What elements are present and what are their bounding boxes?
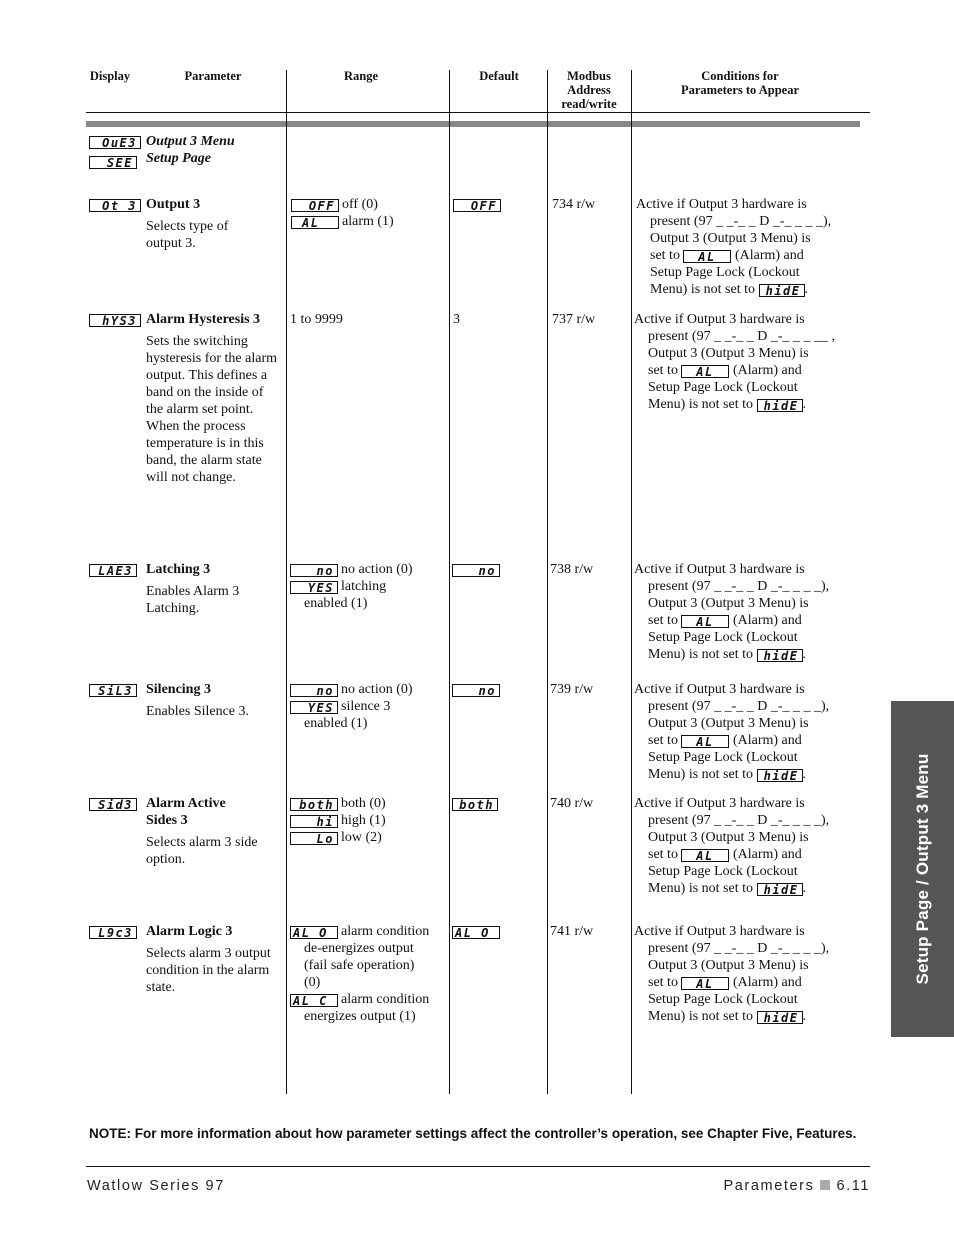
parameter-desc: Selects type of output 3. xyxy=(146,219,229,251)
column-divider-4 xyxy=(631,70,632,1094)
menu-title xyxy=(146,133,235,167)
range-code: YES xyxy=(290,701,338,714)
range-label: latching xyxy=(341,579,387,594)
cond-code: AL xyxy=(681,735,729,748)
range-label: enabled (1) xyxy=(304,596,368,611)
note-text: NOTE: For more information about how parameter settings affect the controller’s operation, see Chapter Five, Features. xyxy=(89,1126,857,1141)
cond-code: hidE xyxy=(757,399,803,412)
column-divider-1 xyxy=(286,70,287,1094)
cond-line: set to AL (Alarm) and xyxy=(648,363,802,379)
default-code: no xyxy=(452,684,500,697)
cond-code: hidE xyxy=(757,883,803,896)
parameter-name: Alarm Logic 3 xyxy=(146,924,233,939)
range-label: high (1) xyxy=(341,813,386,828)
table-row xyxy=(89,795,137,812)
range-label: (fail safe operation) xyxy=(304,958,415,973)
range-options xyxy=(290,681,413,732)
header-parameter: Parameter xyxy=(184,69,242,83)
range-label: energizes output (1) xyxy=(304,1009,416,1024)
range-code: YES xyxy=(290,581,338,594)
cond-code: AL xyxy=(683,250,731,263)
modbus-address: 738 r/w xyxy=(550,562,594,577)
cond-line: Setup Page Lock (Lockout xyxy=(648,380,798,395)
cond-line: present (97 _ _-_ _ D _-_ _ _ _), xyxy=(648,699,830,714)
default-value xyxy=(452,561,500,578)
range-code: OFF xyxy=(291,199,339,212)
range-text: 1 to 9999 xyxy=(290,312,343,327)
cond-line: present (97 _ _-_ _ D _-_ _ _ _), xyxy=(648,941,830,956)
header-range: Range xyxy=(343,69,379,83)
cond-line: Setup Page Lock (Lockout xyxy=(648,864,798,879)
display-code: hYS3 xyxy=(89,314,141,327)
cond-line: Setup Page Lock (Lockout xyxy=(650,265,800,280)
header-rule xyxy=(86,112,870,113)
cond-line: Active if Output 3 hardware is xyxy=(634,312,805,327)
conditions xyxy=(634,311,835,413)
column-divider-3 xyxy=(547,70,548,1094)
square-bullet-icon xyxy=(820,1180,830,1190)
default-code: both xyxy=(452,798,498,811)
parameter-desc: Selects alarm 3 side option. xyxy=(146,835,258,867)
modbus-address: 740 r/w xyxy=(550,796,594,811)
range-label: de-energizes output xyxy=(304,941,414,956)
cond-line: Setup Page Lock (Lockout xyxy=(648,750,798,765)
cond-line: set to AL (Alarm) and xyxy=(650,248,804,264)
range-label: both (0) xyxy=(341,796,386,811)
modbus-address: 741 r/w xyxy=(550,924,594,939)
header-default: Default xyxy=(479,69,519,83)
column-divider-2 xyxy=(449,70,450,1094)
display-code: SiL3 xyxy=(89,684,137,697)
range-label: no action (0) xyxy=(341,562,413,577)
conditions xyxy=(634,561,829,663)
default-value xyxy=(452,795,498,812)
cond-line: Output 3 (Output 3 Menu) is xyxy=(648,596,809,611)
cond-line: Menu) is not set to hidE . xyxy=(650,282,808,298)
header-conditions-line2: Parameters to Appear xyxy=(680,83,800,97)
range-code: Lo xyxy=(290,832,338,845)
parameter-name: Alarm Hysteresis 3 xyxy=(146,312,261,327)
cond-line: present (97 _ _-_ _ D _-_ _ _ _), xyxy=(648,813,830,828)
table-row xyxy=(89,561,137,578)
header-modbus-line3: read/write xyxy=(561,97,617,111)
display-code: L9c3 xyxy=(89,926,137,939)
range-label: off (0) xyxy=(342,197,378,212)
cond-code: AL xyxy=(681,365,729,378)
parameter-name: Silencing 3 xyxy=(146,682,211,697)
default-value xyxy=(452,681,500,698)
conditions xyxy=(634,923,829,1025)
conditions xyxy=(634,795,829,897)
range-label: alarm condition xyxy=(341,992,430,1007)
cond-line: Active if Output 3 hardware is xyxy=(634,562,805,577)
table-row xyxy=(89,923,137,940)
parameter-desc: Enables Alarm 3 Latching. xyxy=(146,584,240,616)
default-code: AL O xyxy=(452,926,500,939)
cond-line: set to AL (Alarm) and xyxy=(648,613,802,629)
header-modbus-line2: Address xyxy=(567,83,611,97)
parameter-desc: Enables Silence 3. xyxy=(146,704,250,719)
display-code: Sid3 xyxy=(89,798,137,811)
cond-line: Output 3 (Output 3 Menu) is xyxy=(648,830,809,845)
table-row xyxy=(89,681,137,698)
menu-title-line2: Setup Page xyxy=(146,151,211,166)
cond-code: AL xyxy=(681,615,729,628)
cond-line: Output 3 (Output 3 Menu) is xyxy=(648,346,809,361)
cond-line: Menu) is not set to hidE . xyxy=(648,647,806,663)
cond-code: AL xyxy=(681,849,729,862)
header-modbus xyxy=(548,69,630,111)
range-code: both xyxy=(290,798,338,811)
cond-line: Menu) is not set to hidE . xyxy=(648,1009,806,1025)
section-side-tab xyxy=(891,701,954,1037)
range-code: AL C xyxy=(290,994,338,1007)
range-label: (0) xyxy=(304,975,321,990)
section-bar xyxy=(86,121,860,127)
cond-line: Menu) is not set to hidE . xyxy=(648,881,806,897)
table-row xyxy=(89,196,141,213)
cond-line: set to AL (Alarm) and xyxy=(648,847,802,863)
cond-line: Output 3 (Output 3 Menu) is xyxy=(648,958,809,973)
conditions xyxy=(636,196,831,298)
range-options xyxy=(291,196,394,230)
range-code: AL xyxy=(291,216,339,229)
header-modbus-line1: Modbus xyxy=(567,69,611,83)
range-code: no xyxy=(290,564,338,577)
header-conditions xyxy=(640,69,840,97)
cond-code: hidE xyxy=(757,649,803,662)
menu-display-code-1: OuE3 xyxy=(89,136,141,149)
menu-display xyxy=(89,133,141,170)
range-options xyxy=(290,795,386,846)
parameter-name: Alarm Active Sides 3 xyxy=(146,796,226,828)
parameter-desc: Sets the switching hysteresis for the alarm output. This defines a band on the inside of the alarm set point. When the process temperature is in this band, the alarm state will not change. xyxy=(146,334,278,485)
footer-page-number: 6.11 xyxy=(836,1178,870,1194)
menu-title-line1: Output 3 Menu xyxy=(146,134,235,149)
cond-line: set to AL (Alarm) and xyxy=(648,975,802,991)
cond-line: Output 3 (Output 3 Menu) is xyxy=(650,231,811,246)
display-code: Ot 3 xyxy=(89,199,141,212)
range-options xyxy=(290,561,413,612)
cond-code: hidE xyxy=(757,1011,803,1024)
cond-line: Active if Output 3 hardware is xyxy=(634,924,805,939)
footer-right xyxy=(724,1178,871,1194)
menu-display-code-2: SEE xyxy=(89,156,137,169)
header-conditions-line1: Conditions for xyxy=(701,69,779,83)
range-label: no action (0) xyxy=(341,682,413,697)
cond-line: Menu) is not set to hidE . xyxy=(648,767,806,783)
cond-line: Setup Page Lock (Lockout xyxy=(648,630,798,645)
cond-line: Setup Page Lock (Lockout xyxy=(648,992,798,1007)
default-value xyxy=(452,923,500,940)
conditions xyxy=(634,681,829,783)
range-code: AL O xyxy=(290,926,338,939)
default-value xyxy=(453,196,501,213)
modbus-address: 737 r/w xyxy=(552,312,596,327)
range-code: hi xyxy=(290,815,338,828)
parameter-name: Latching 3 xyxy=(146,562,211,577)
cond-line: Active if Output 3 hardware is xyxy=(634,682,805,697)
cond-code: hidE xyxy=(759,284,805,297)
default-code: no xyxy=(452,564,500,577)
range-label: silence 3 xyxy=(341,699,391,714)
range-label: alarm condition xyxy=(341,924,430,939)
range-label: low (2) xyxy=(341,830,382,845)
range-label: alarm (1) xyxy=(342,214,394,229)
footer-section: Parameters xyxy=(723,1178,815,1194)
footer-left: Watlow Series 97 xyxy=(87,1178,225,1194)
cond-line: present (97 _ _-_ _ D _-_ _ _ _), xyxy=(650,214,832,229)
default-code: OFF xyxy=(453,199,501,212)
parameter-desc: Selects alarm 3 output condition in the alarm state. xyxy=(146,946,271,995)
table-row xyxy=(89,311,141,328)
display-code: LAE3 xyxy=(89,564,137,577)
modbus-address: 739 r/w xyxy=(550,682,594,697)
cond-line: Active if Output 3 hardware is xyxy=(636,197,807,212)
section-side-tab-label: Setup Page / Output 3 Menu xyxy=(912,753,932,985)
modbus-address: 734 r/w xyxy=(552,197,596,212)
range-code: no xyxy=(290,684,338,697)
cond-line: present (97 _ _-_ _ D _-_ _ _ _), xyxy=(648,579,830,594)
parameter-name: Output 3 xyxy=(146,197,201,212)
cond-line: present (97 _ _-_ _ D _-_ _ _ __ , xyxy=(648,329,836,344)
cond-code: AL xyxy=(681,977,729,990)
header-display: Display xyxy=(89,69,131,83)
cond-line: Output 3 (Output 3 Menu) is xyxy=(648,716,809,731)
cond-line: Active if Output 3 hardware is xyxy=(634,796,805,811)
cond-line: Menu) is not set to hidE . xyxy=(648,397,806,413)
default-value: 3 xyxy=(453,312,460,327)
range-label: enabled (1) xyxy=(304,716,368,731)
footer-rule xyxy=(86,1166,870,1167)
cond-code: hidE xyxy=(757,769,803,782)
range-options xyxy=(290,923,429,1025)
cond-line: set to AL (Alarm) and xyxy=(648,733,802,749)
